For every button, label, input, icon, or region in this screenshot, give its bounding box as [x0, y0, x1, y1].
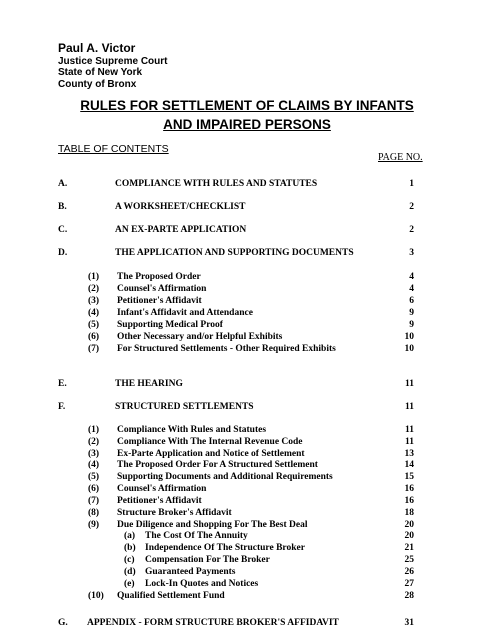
header-line: County of Bronx — [58, 79, 137, 90]
header-line: State of New York — [58, 67, 143, 78]
item-page: 10 — [404, 344, 414, 354]
item-page: 11 — [405, 437, 414, 447]
section-title: COMPLIANCE WITH RULES AND STATUTES — [115, 179, 318, 189]
section-page: 2 — [409, 202, 414, 212]
document-title: RULES FOR SETTLEMENT OF CLAIMS BY INFANTS — [80, 98, 414, 113]
item-title: The Proposed Order — [117, 272, 201, 282]
subitem-title: Independence Of The Structure Broker — [145, 543, 305, 553]
item-page: 18 — [404, 508, 414, 518]
item-number: (1) — [88, 272, 100, 282]
item-page: 4 — [409, 272, 414, 282]
item-title: Qualified Settlement Fund — [117, 591, 225, 601]
item-number: (5) — [88, 320, 100, 330]
section-letter: D. — [58, 248, 68, 258]
toc-label: TABLE OF CONTENTS — [58, 143, 169, 155]
item-title: Counsel's Affirmation — [117, 284, 207, 294]
item-page: 10 — [404, 332, 414, 342]
section-letter: E. — [58, 379, 67, 389]
item-page: 4 — [409, 284, 414, 294]
item-title: Supporting Medical Proof — [117, 320, 223, 330]
item-page: 16 — [404, 496, 414, 506]
item-title: Structure Broker's Affidavit — [117, 508, 232, 518]
section-page: 11 — [405, 379, 414, 389]
section-title: A WORKSHEET/CHECKLIST — [115, 202, 246, 212]
section-letter: B. — [58, 202, 67, 212]
item-page: 20 — [404, 520, 414, 530]
item-number: (3) — [88, 296, 100, 306]
item-number: (7) — [88, 496, 100, 506]
item-number: (1) — [88, 425, 100, 435]
item-number: (7) — [88, 344, 100, 354]
item-page: 14 — [404, 460, 414, 470]
section-letter: C. — [58, 225, 68, 235]
subitem-letter: (d) — [124, 567, 136, 577]
subitem-page: 21 — [404, 543, 414, 553]
section-letter: G. — [58, 618, 68, 628]
subitem-letter: (e) — [124, 579, 135, 589]
item-page: 11 — [405, 425, 414, 435]
item-page: 9 — [409, 320, 414, 330]
item-page: 13 — [404, 449, 414, 459]
item-number: (6) — [88, 484, 100, 494]
author-name: Paul A. Victor — [58, 41, 136, 55]
item-title: Other Necessary and/or Helpful Exhibits — [117, 332, 283, 342]
subitem-page: 20 — [404, 531, 414, 541]
item-page: 16 — [404, 484, 414, 494]
section-title: THE APPLICATION AND SUPPORTING DOCUMENTS — [115, 248, 354, 258]
subitem-title: The Cost Of The Annuity — [145, 531, 248, 541]
section-page: 3 — [409, 248, 414, 258]
item-number: (3) — [88, 449, 100, 459]
item-title: Compliance With The Internal Revenue Code — [117, 437, 303, 447]
subitem-letter: (b) — [124, 543, 136, 553]
item-title: The Proposed Order For A Structured Settlement — [117, 460, 318, 470]
subitem-page: 26 — [404, 567, 414, 577]
subitem-title: Lock-In Quotes and Notices — [145, 579, 259, 589]
item-page: 15 — [404, 472, 414, 482]
item-number: (6) — [88, 332, 100, 342]
subitem-page: 25 — [404, 555, 414, 565]
item-title: Infant's Affidavit and Attendance — [117, 308, 253, 318]
item-title: Counsel's Affirmation — [117, 484, 207, 494]
section-title: STRUCTURED SETTLEMENTS — [115, 402, 254, 412]
item-number: (4) — [88, 460, 100, 470]
item-number: (9) — [88, 520, 100, 530]
item-page: 9 — [409, 308, 414, 318]
section-page: 1 — [409, 179, 414, 189]
subitem-letter: (a) — [124, 531, 136, 541]
section-title: AN EX-PARTE APPLICATION — [115, 225, 247, 235]
item-title: Compliance With Rules and Statutes — [117, 425, 267, 435]
header-line: Justice Supreme Court — [58, 56, 168, 67]
section-title: APPENDIX - FORM STRUCTURE BROKER'S AFFIDAVIT — [87, 618, 339, 628]
item-title: For Structured Settlements - Other Required Exhibits — [117, 344, 336, 354]
section-title: THE HEARING — [115, 379, 183, 389]
section-page: 11 — [405, 402, 414, 412]
item-title: Ex-Parte Application and Notice of Settlement — [117, 449, 305, 459]
item-number: (4) — [88, 308, 100, 318]
item-page: 28 — [404, 591, 414, 601]
section-page: 2 — [409, 225, 414, 235]
item-page: 6 — [409, 296, 414, 306]
subitem-title: Compensation For The Broker — [145, 555, 270, 565]
item-number: (2) — [88, 284, 100, 294]
item-number: (5) — [88, 472, 100, 482]
item-title: Due Diligence and Shopping For The Best Deal — [117, 520, 308, 530]
page-no-label: PAGE NO. — [378, 152, 423, 163]
document-title: AND IMPAIRED PERSONS — [163, 117, 331, 132]
item-title: Petitioner's Affidavit — [117, 296, 202, 306]
item-number: (2) — [88, 437, 100, 447]
section-letter: F. — [58, 402, 66, 412]
subitem-title: Guaranteed Payments — [145, 567, 236, 577]
item-title: Supporting Documents and Additional Requirements — [117, 472, 333, 482]
section-page: 31 — [404, 618, 414, 628]
item-number: (8) — [88, 508, 100, 518]
subitem-letter: (c) — [124, 555, 135, 565]
item-number: (10) — [88, 591, 104, 601]
section-letter: A. — [58, 179, 68, 189]
subitem-page: 27 — [404, 579, 414, 589]
item-title: Petitioner's Affidavit — [117, 496, 202, 506]
